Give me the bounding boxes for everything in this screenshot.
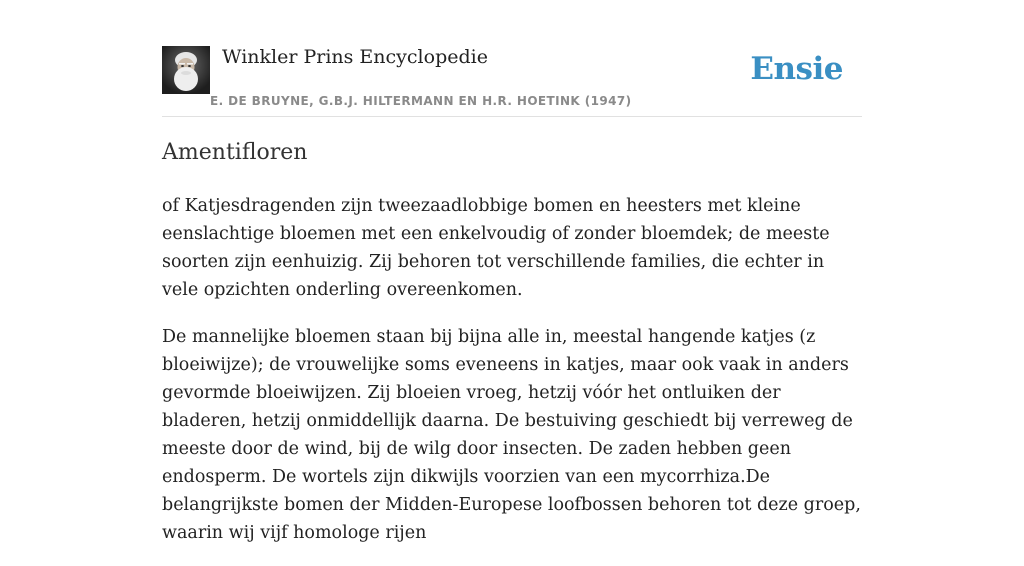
portrait-photo-icon [162,46,210,94]
source-authors: E. DE BRUYNE, G.B.J. HILTERMANN EN H.R. HOETINK (1947) [210,94,632,108]
source-title[interactable]: Winkler Prins Encyclopedie [222,46,488,68]
article-body [162,192,862,566]
source-header [162,45,862,117]
article-title: Amentifloren [162,140,308,165]
author-avatar[interactable] [162,46,210,94]
article-paragraph: of Katjesdragenden zijn tweezaadlobbige bomen en heesters met kleine eenslachtige bloemen met een enkelvoudig of zonder bloemdek; de meeste soorten zijn eenhuizig. Zij behoren tot verschillende families, die echter in vele opzichten onderling overeenkomen. [162,196,830,300]
ensie-logo[interactable]: Ensie [750,51,843,87]
article-paragraph: De mannelijke bloemen staan bij bijna alle in, meestal hangende katjes (z bloeiwijze); de vrouwelijke soms eveneens in katjes, maar ook vaak in anders gevormde bloeiwijzen. Zij bloeien vroeg, hetzij vóór het ontluiken der bladeren, hetzij onmiddellijk daarna. De bestuiving geschiedt bij verreweg de meeste door de wind, bij de wilg door insecten. De zaden hebben geen endosperm. De wortels zijn dikwijls voorzien van een mycorrhiza.De belangrijkste bomen der Midden-Europese loofbossen behoren tot deze groep, waarin wij vijf homologe rijen [162,327,861,543]
